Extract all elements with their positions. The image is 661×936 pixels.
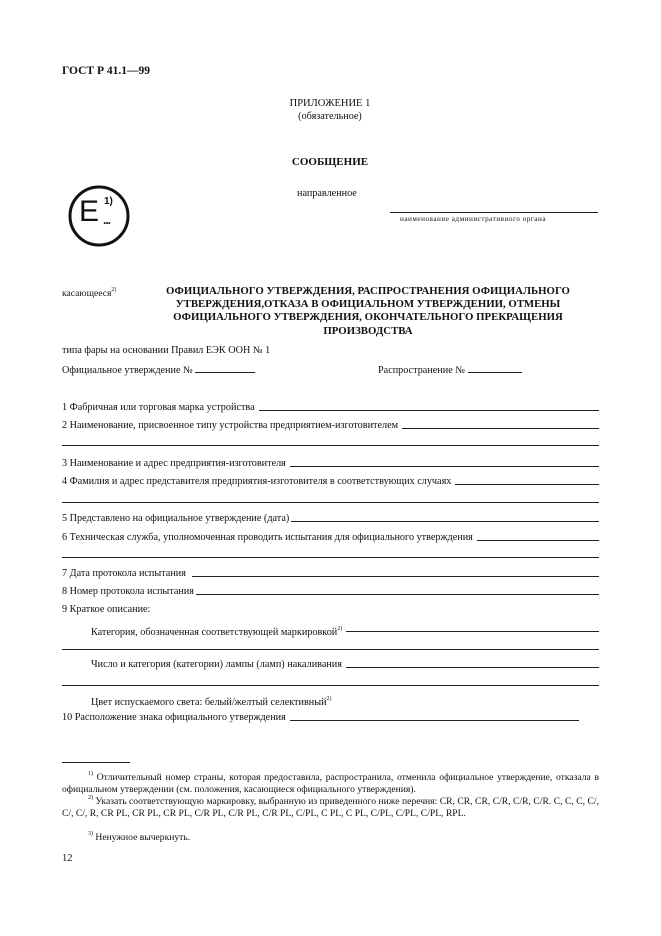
approval-number-blank[interactable]: [195, 363, 255, 373]
item-9a-footnote-ref: 2): [337, 626, 343, 632]
concerning-line: ОФИЦИАЛЬНОГО УТВЕРЖДЕНИЯ, РАСПРОСТРАНЕНИЯ ОФИЦИАЛЬНОГО: [166, 285, 570, 297]
page-number: 12: [62, 853, 73, 864]
item-9b[interactable]: [91, 658, 599, 672]
e-mark-sup: 1): [104, 196, 113, 207]
footnote-3-text: Ненужное вычеркнуть.: [95, 832, 191, 843]
item-6-label: 6 Техническая служба, уполномоченная проводить испытания для официального утверждения: [62, 532, 473, 543]
item-9b-blank-line[interactable]: [62, 685, 599, 686]
appendix-subtitle: (обязательное): [298, 111, 362, 122]
e-mark-letter: E: [79, 195, 100, 228]
footnote-3-mark: 3): [88, 831, 93, 837]
item-4-blank-line[interactable]: [62, 502, 599, 503]
item-7[interactable]: [62, 567, 599, 581]
item-2[interactable]: [62, 419, 599, 433]
approval-number-label: Официальное утверждение №: [62, 365, 193, 376]
concerning-line: УТВЕРЖДЕНИЯ,ОТКАЗА В ОФИЦИАЛЬНОМ УТВЕРЖДЕНИИ, ОТМЕНЫ: [175, 298, 561, 311]
item-6-blank[interactable]: [477, 531, 599, 541]
footnote-2-mark: 2): [88, 795, 93, 801]
item-9c-footnote-ref: 2): [326, 696, 332, 702]
item-9a-label: [91, 622, 342, 636]
item-4[interactable]: [62, 475, 599, 489]
item-10[interactable]: [62, 711, 579, 725]
item-6-blank-line[interactable]: [62, 557, 599, 558]
doc-code: ГОСТ Р 41.1—99: [62, 65, 150, 77]
item-1[interactable]: [62, 401, 599, 415]
item-10-blank[interactable]: [290, 711, 579, 721]
item-9a-text: Категория, обозначенная соответствующей маркировкой: [91, 627, 338, 638]
extension-number-blank[interactable]: [468, 363, 522, 373]
sent-to-label: направленное: [297, 188, 357, 199]
item-10-label: 10 Расположение знака официального утверждения: [62, 712, 286, 723]
headlamp-type: типа фары на основании Правил ЕЭК ООН № 1: [62, 345, 271, 356]
item-1-label: 1 Фабричная или торговая марка устройства: [62, 402, 255, 413]
extension-number-field[interactable]: [378, 363, 522, 377]
approval-number-field[interactable]: [62, 363, 255, 377]
item-1-blank[interactable]: [259, 401, 599, 411]
footnote-1-mark: 1): [88, 771, 93, 777]
extension-number-label: Распространение №: [378, 365, 465, 376]
item-4-blank[interactable]: [455, 475, 599, 485]
item-9c[interactable]: [91, 692, 332, 706]
item-9a-blank[interactable]: [346, 622, 599, 632]
item-7-blank[interactable]: [192, 567, 599, 577]
concerning-line: ОФИЦИАЛЬНОГО УТВЕРЖДЕНИЯ, ОКОНЧАТЕЛЬНОГО ПРЕКРАЩЕНИЯ: [173, 311, 563, 324]
item-3-label: 3 Наименование и адрес предприятия-изготовителя: [62, 458, 286, 469]
item-4-label: 4 Фамилия и адрес представителя предприятия-изготовителя в соответствующих случаях: [62, 476, 452, 487]
item-9b-blank[interactable]: [346, 658, 599, 668]
concerning-footnote-ref: 2): [111, 287, 117, 293]
footnote-separator: [62, 762, 130, 763]
authority-line: [390, 212, 598, 213]
item-2-blank[interactable]: [402, 419, 599, 429]
item-6[interactable]: [62, 531, 599, 545]
item-9b-label: Число и категория (категории) лампы (ламп) накаливания: [91, 659, 342, 670]
message-title: СООБЩЕНИЕ: [291, 156, 369, 168]
item-8-blank[interactable]: [196, 585, 599, 595]
appendix-title: ПРИЛОЖЕНИЕ 1: [289, 98, 371, 109]
e-mark-dots: ...: [103, 213, 111, 227]
item-8-label: 8 Номер протокола испытания: [62, 586, 194, 597]
authority-caption: наименование административного органа: [400, 215, 547, 223]
concerning-label: [62, 287, 116, 299]
item-5-blank[interactable]: [291, 512, 599, 522]
e-mark-icon: [66, 183, 132, 249]
concerning-line: ПРОИЗВОДСТВА: [323, 324, 413, 337]
item-7-label: 7 Дата протокола испытания: [62, 568, 186, 579]
item-8[interactable]: [62, 585, 599, 599]
footnote-3: [62, 828, 599, 844]
item-9a-blank-line[interactable]: [62, 649, 599, 650]
concerning-text: [138, 285, 598, 338]
item-3-blank[interactable]: [290, 457, 599, 467]
footnote-2-text: Указать соответствующую маркировку, выбранную из приведенного ниже перечня: CR, CR, CR, C/R, C/R, C/R. C, C, C, C/, C/, C/, R, CR PL, CR PL, CR PL, C/R PL, C/R PL, C/R PL, C/PL, C PL, C PL, C/PL, C/PL, C/PL, RPL.: [62, 796, 599, 820]
footnote-2: [62, 792, 599, 821]
item-5[interactable]: [62, 512, 599, 526]
item-9c-text: Цвет испускаемого света: белый/желтый селективный: [91, 697, 327, 708]
concerning-label-text: касающееся: [62, 288, 112, 299]
item-9a[interactable]: [91, 622, 599, 636]
item-9: 9 Краткое описание:: [62, 604, 151, 615]
item-3[interactable]: [62, 457, 599, 471]
item-2-label: 2 Наименование, присвоенное типу устройства предприятием-изготовителем: [62, 420, 399, 431]
item-2-blank-line[interactable]: [62, 445, 599, 446]
footnote-1-text: Отличительный номер страны, которая предоставила, распространила, отменила официальное утверждение, отказала в официальном утверждении (см. положения, касающиеся официального утверждения).: [62, 772, 600, 796]
item-5-label: 5 Представлено на официальное утверждение (дата): [62, 513, 290, 524]
